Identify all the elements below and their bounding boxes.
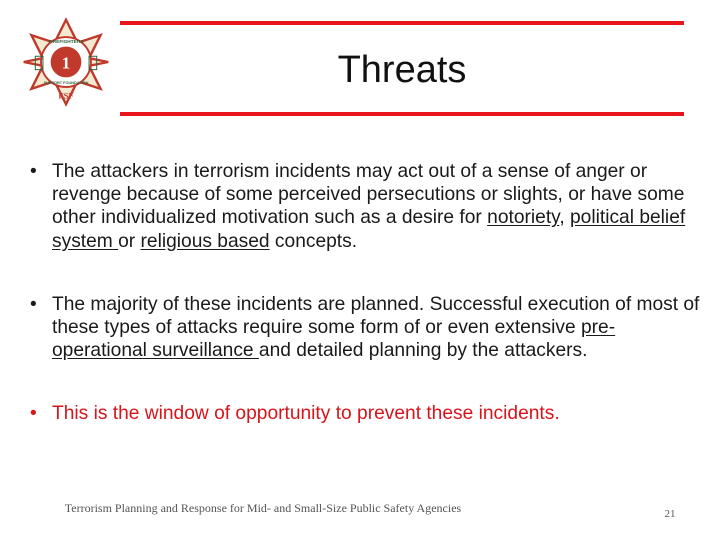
footer-text: Terrorism Planning and Response for Mid- and Small-Size Public Safety Agencies: [64, 501, 462, 515]
logo-top-text: FIREFIGHTERS: [48, 39, 84, 45]
firefighter-cross-logo: [18, 14, 114, 110]
slide-title: Threats: [337, 49, 467, 91]
title-top-rule: [120, 21, 684, 25]
title-bottom-rule: [120, 112, 684, 116]
bullet-item: • The majority of these incidents are planned. Successful execution of most of these types of attacks require some form of or even extensive pre-operational surveillance and detailed planning by the attackers.: [30, 293, 700, 363]
logo-initials: FSF: [58, 90, 74, 101]
svg-text:1: 1: [61, 53, 71, 73]
underlined-term: pre-operational surveillance: [52, 317, 616, 362]
underlined-term: notoriety: [487, 207, 560, 229]
bullet-list: [30, 160, 700, 426]
logo-bottom-text: SUPPORT FOUNDATION: [43, 81, 89, 86]
underlined-term: religious based: [140, 230, 270, 252]
bullet-item: • The attackers in terrorism incidents may act out of a sense of anger or revenge because of some perceived persecutions or slights, or have some other individualized motivation such as a desire for notoriety, political belief system or religious based concepts.: [30, 160, 700, 253]
page-number: 21: [664, 508, 676, 520]
bullet-item-highlight: • This is the window of opportunity to prevent these incidents.: [30, 402, 700, 425]
underlined-term: political belief system: [52, 207, 686, 252]
